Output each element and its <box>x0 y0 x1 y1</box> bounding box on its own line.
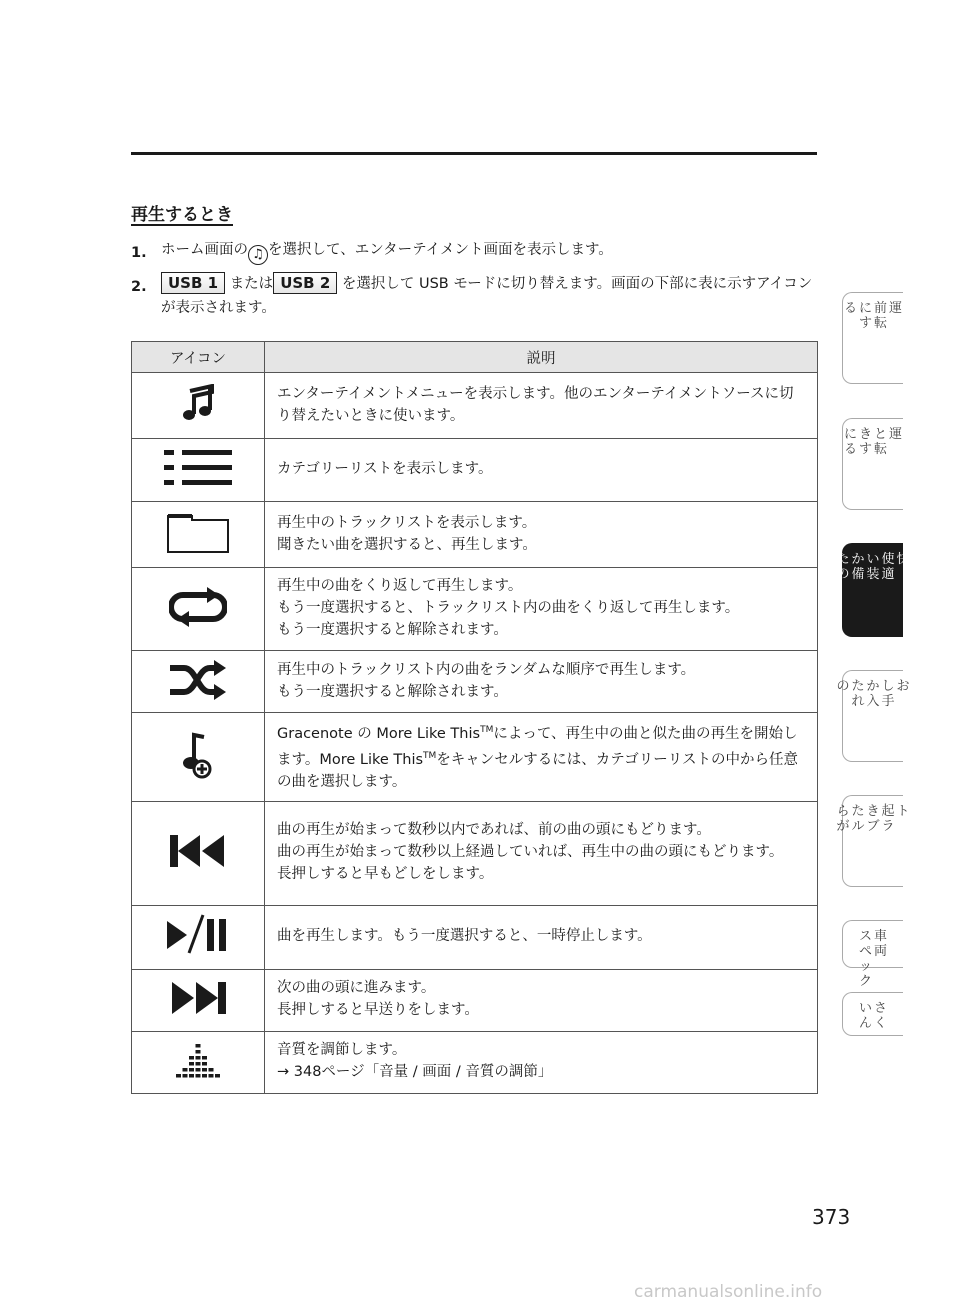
equalizer-icon <box>174 1040 222 1080</box>
step-text: ホーム画面の <box>161 242 248 258</box>
side-tab[interactable] <box>842 292 903 384</box>
side-tab-label: お <box>896 679 910 694</box>
side-tab-label: 前 転 <box>874 301 888 331</box>
row-description <box>265 1031 818 1093</box>
trademark-mark: TM <box>480 725 494 735</box>
icon-cell <box>132 568 265 651</box>
side-tab-label: 運 <box>889 427 903 442</box>
side-tab-label: に す <box>858 301 872 331</box>
side-tab-label: か 備 <box>851 552 865 582</box>
table-row <box>132 713 818 802</box>
description-line: 聞きたい曲を選択すると、再生します。 <box>277 536 537 553</box>
folder-icon <box>166 512 230 554</box>
top-rule <box>131 152 817 155</box>
side-tab-label: 使 適 <box>881 552 895 582</box>
row-description <box>265 439 818 502</box>
icon-cell <box>132 373 265 439</box>
icon-cell <box>132 439 265 502</box>
side-tab[interactable] <box>842 920 903 989</box>
side-tab-label: る <box>843 301 857 316</box>
side-tab-label: ら が <box>836 804 850 834</box>
row-description <box>265 905 818 969</box>
step-number: 2. <box>131 279 147 295</box>
table-header-row <box>132 342 818 373</box>
usb2-key: USB 2 <box>273 272 337 294</box>
side-tab-label: 車 両 <box>874 929 888 959</box>
table-row <box>132 373 818 439</box>
step-text: を選択して USB モードに切り替えます。画面の下部に表に示すアイコンが表示されます。 <box>161 276 813 316</box>
description-line: もう一度選択すると解除されます。 <box>277 683 508 700</box>
side-tab-label: た の <box>836 552 850 582</box>
row-description <box>265 651 818 713</box>
table-row <box>132 969 818 1031</box>
table-row <box>132 651 818 713</box>
table-row <box>132 801 818 905</box>
description-line: カテゴリーリストを表示します。 <box>277 461 493 477</box>
description-line: もう一度選択すると解除されます。 <box>277 622 508 638</box>
watermark: carmanualsonline.info <box>634 1282 823 1302</box>
description-line: もう一度選択すると、トラックリスト内の曲をくり返して再生します。 <box>277 600 740 616</box>
icon-cell <box>132 651 265 713</box>
description-line: 再生中のトラックリストを表示します。 <box>277 514 537 531</box>
previous-track-icon <box>170 833 226 869</box>
description-line: 再生中のトラックリスト内の曲をランダムな順序で再生します。 <box>277 661 696 678</box>
side-tab-label: ス ペ ッ ク <box>858 929 872 989</box>
icon-cell <box>132 502 265 568</box>
table-row <box>132 439 818 502</box>
icon-cell <box>132 905 265 969</box>
icon-table <box>131 341 818 1094</box>
description-line: 次の曲の頭に進みます。 <box>277 980 436 997</box>
row-description <box>265 502 818 568</box>
side-tab-label: き ブ <box>866 804 880 834</box>
side-tab[interactable] <box>836 670 910 762</box>
side-tab-label: き す <box>858 427 872 457</box>
header-description: 説明 <box>265 342 818 373</box>
music-note-icon <box>178 384 218 424</box>
row-description <box>265 713 818 802</box>
icon-cell <box>132 1031 265 1093</box>
description-line: 長押しすると早送りをします。 <box>277 1002 479 1019</box>
description-line: エンターテイメントメニューを表示します。他のエンターテイメントソースに切り替えたいときに使います。 <box>277 385 794 424</box>
description-line: 再生中の曲をくり返して再生します。 <box>277 578 523 594</box>
side-tab[interactable] <box>842 992 903 1036</box>
category-list-icon <box>164 448 232 488</box>
side-tab-label: し 手 <box>881 679 895 709</box>
table-row <box>132 1031 818 1093</box>
side-tab[interactable] <box>836 543 910 637</box>
icon-cell <box>132 969 265 1031</box>
section-heading: 再生するとき <box>131 205 233 225</box>
table-row <box>132 502 818 568</box>
side-tab-label: さ く <box>874 1001 888 1031</box>
side-tab[interactable] <box>836 795 910 887</box>
row-description <box>265 969 818 1031</box>
side-tab-label: に る <box>843 427 857 457</box>
side-tab-label: た れ <box>851 679 865 709</box>
side-tab-label: た ル <box>851 804 865 834</box>
description-line: 長押しすると早もどしをします。 <box>277 866 494 883</box>
icon-cell <box>132 801 265 905</box>
side-tab-label: 運 <box>889 301 903 316</box>
more-like-this-icon <box>180 731 216 779</box>
description-line: 曲の再生が始まって数秒以上経過していれば、再生中の曲の頭にもどります。 <box>277 844 784 861</box>
step-number: 1. <box>131 245 147 261</box>
row-description <box>265 801 818 905</box>
description-line: Gracenote の More Like This <box>277 725 481 742</box>
description-line: によって、再生中の曲と似た曲の再生を開始します。More Like This <box>277 725 798 768</box>
repeat-icon <box>169 587 227 627</box>
icon-cell <box>132 713 265 802</box>
side-tab-label: 起 ラ <box>881 804 895 834</box>
shuffle-icon <box>168 660 228 700</box>
description-line: → 348ページ「音量 / 画面 / 音質の調節」 <box>277 1064 553 1081</box>
row-description <box>265 568 818 651</box>
page-number: 373 <box>812 1205 851 1229</box>
description-line: をキャンセルするには、カテゴリーリストの中から任意の曲を選択します。 <box>277 751 798 790</box>
header-icon: アイコン <box>132 342 265 373</box>
table-row <box>132 905 818 969</box>
description-line: 曲を再生します。もう一度選択すると、一時停止します。 <box>277 928 652 945</box>
description-line: 音質を調節します。 <box>277 1042 407 1059</box>
side-tab-label: と 転 <box>874 427 888 457</box>
step-2 <box>131 272 821 320</box>
description-line: 曲の再生が始まって数秒以内であれば、前の曲の頭にもどります。 <box>277 822 711 839</box>
trademark-mark: TM <box>423 750 437 761</box>
music-note-icon: ♫ <box>248 245 268 265</box>
next-track-icon <box>170 980 226 1016</box>
side-tab[interactable] <box>842 418 903 510</box>
side-tab-label: 快 <box>896 552 910 567</box>
side-tab-label: い ん <box>858 1001 872 1031</box>
step-text: を選択して、エンターテイメント画面を表示します。 <box>268 242 613 258</box>
row-description <box>265 373 818 439</box>
table-row <box>132 568 818 651</box>
play-pause-icon <box>167 913 229 957</box>
step-1 <box>131 238 821 265</box>
step-text: または <box>229 276 274 292</box>
side-tab-label: か 入 <box>866 679 880 709</box>
side-tab-label: い 装 <box>866 552 880 582</box>
usb1-key: USB 1 <box>161 272 225 294</box>
side-tab-label: ト <box>896 804 910 819</box>
side-tab-label: の <box>836 679 850 694</box>
